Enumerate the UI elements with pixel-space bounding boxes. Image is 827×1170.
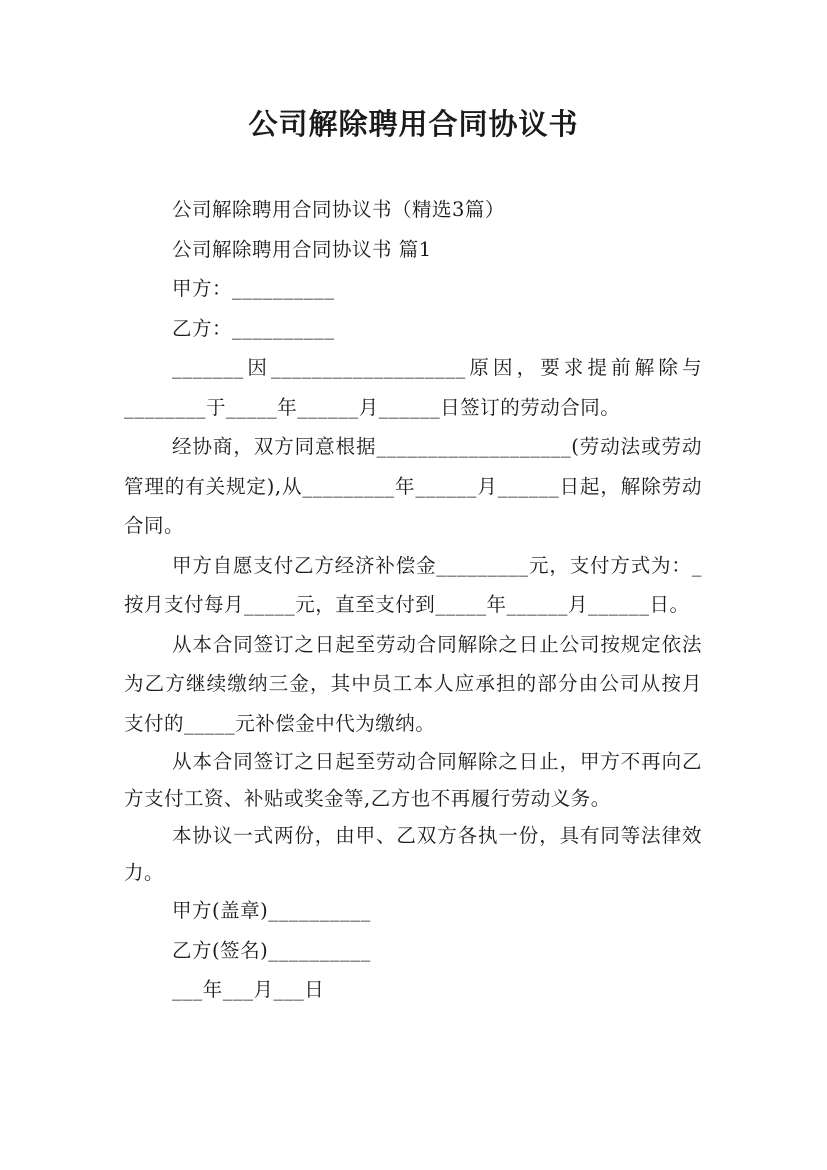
paragraph-party-a-seal: 甲方(盖章)__________: [172, 899, 371, 922]
paragraph-party-b: 乙方：__________: [172, 316, 335, 340]
paragraph-collection-title: 公司解除聘用合同协议书（精选3篇）: [172, 198, 505, 221]
paragraph-termination-reason: _______因___________________原因，要求提前解除与________于_____年______月______日签订的劳动合同。: [124, 356, 702, 419]
paragraph-no-wages: 从本合同签订之日起至劳动合同解除之日止，甲方不再向乙方支付工资、补贴或奖金等,乙方也不再履行劳动义务。: [124, 750, 702, 810]
paragraph-party-a: 甲方：__________: [172, 277, 335, 300]
document-title: 公司解除聘用合同协议书: [248, 107, 579, 141]
document-body: [124, 190, 702, 1010]
paragraph-party-b-signature: 乙方(签名)__________: [172, 938, 371, 962]
paragraph-insurance: 从本合同签订之日起至劳动合同解除之日止公司按规定依法为乙方继续缴纳三金，其中员工本人应承担的部分由公司从按月支付的_____元补偿金中代为缴纳。: [124, 632, 702, 735]
paragraph-section-heading: 公司解除聘用合同协议书 篇1: [172, 237, 432, 261]
paragraph-date: ___年___月___日: [172, 978, 325, 1001]
paragraph-compensation: 甲方自愿支付乙方经济补偿金_________元，支付方式为：_按月支付每月_____元，直至支付到_____年______月______日。: [124, 553, 702, 616]
paragraph-copies: 本协议一式两份，由甲、乙双方各执一份，具有同等法律效力。: [124, 824, 702, 884]
paragraph-agreement-basis: 经协商，双方同意根据___________________(劳动法或劳动管理的有关规定),从_________年______月______日起，解除劳动合同。: [124, 435, 702, 537]
